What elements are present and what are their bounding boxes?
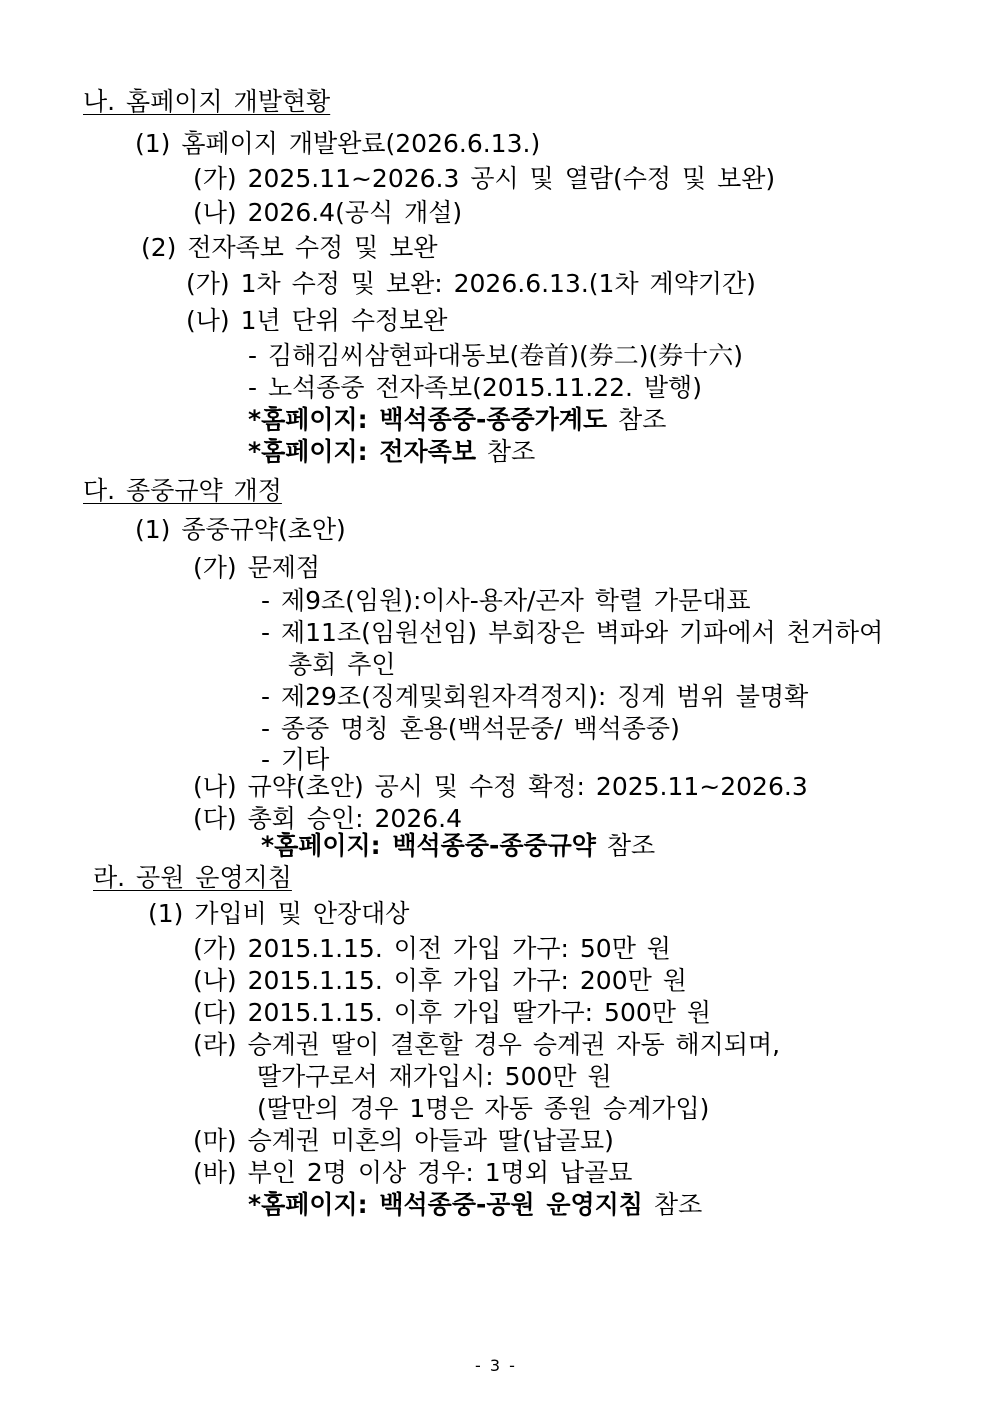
reference-bold: *홈페이지: 백석종중-공원 운영지침 <box>248 1190 643 1219</box>
reference-tail: 참조 <box>595 831 656 860</box>
ra-na: (나) 2015.1.15. 이후 가입 가구: 200만 원 <box>193 966 687 995</box>
na-item-1-ga: (가) 2025.11~2026.3 공시 및 열람(수정 및 보완) <box>193 164 776 193</box>
reference-bold: *홈페이지: 전자족보 <box>248 437 476 466</box>
na-reference-2 <box>248 436 535 468</box>
reference-bold: *홈페이지: 백석종중-종중규약 <box>261 831 596 860</box>
da-dash-4: - 종중 명칭 혼용(백석문중/ 백석종중) <box>261 714 680 743</box>
da-da: (다) 총회 승인: 2026.4 <box>193 804 462 833</box>
ra-item-1: (1) 가입비 및 안장대상 <box>148 899 410 928</box>
ra-ma: (마) 승계권 미혼의 아들과 딸(납골묘) <box>193 1126 614 1155</box>
na-item-2-na: (나) 1년 단위 수정보완 <box>186 306 448 335</box>
na-item-1: (1) 홈페이지 개발완료(2026.6.13.) <box>135 129 541 158</box>
reference-bold: *홈페이지: 백석종중-종중가계도 <box>248 405 608 434</box>
ra-ba: (바) 부인 2명 이상 경우: 1명외 납골묘 <box>193 1158 633 1187</box>
ra-da: (다) 2015.1.15. 이후 가입 딸가구: 500만 원 <box>193 998 712 1027</box>
da-item-1: (1) 종중규약(초안) <box>135 515 346 544</box>
ra-ga: (가) 2015.1.15. 이전 가입 가구: 50만 원 <box>193 934 671 963</box>
na-item-2: (2) 전자족보 수정 및 보완 <box>141 233 438 262</box>
reference-tail: 참조 <box>642 1190 703 1219</box>
page-number: - 3 - <box>475 1356 517 1375</box>
na-item-1-na: (나) 2026.4(공식 개설) <box>193 198 463 227</box>
da-dash-3: - 제29조(징계및회원자격정지): 징계 범위 불명확 <box>261 682 809 711</box>
reference-tail: 참조 <box>475 437 536 466</box>
da-dash-5: - 기타 <box>261 745 330 774</box>
ra-ra-continued-2: (딸만의 경우 1명은 자동 종원 승계가입) <box>257 1094 710 1123</box>
da-ga: (가) 문제점 <box>193 553 321 582</box>
na-dash-2: - 노석종중 전자족보(2015.11.22. 발행) <box>248 373 702 402</box>
da-dash-2-continued: 총회 추인 <box>288 650 396 679</box>
da-na: (나) 규약(초안) 공시 및 수정 확정: 2025.11~2026.3 <box>193 772 808 801</box>
section-ra-heading: 라. 공원 운영지침 <box>93 863 292 892</box>
da-dash-1: - 제9조(임원):이사-용자/곤자 학렬 가문대표 <box>261 586 751 615</box>
reference-tail: 참조 <box>607 405 667 434</box>
na-dash-1: - 김해김씨삼현파대동보(卷首)(券二)(券十六) <box>248 341 743 370</box>
section-na-heading: 나. 홈페이지 개발현황 <box>83 87 331 116</box>
da-dash-2: - 제11조(임원선임) 부회장은 벽파와 기파에서 천거하여 <box>261 618 884 647</box>
na-item-2-ga: (가) 1차 수정 및 보완: 2026.6.13.(1차 계약기간) <box>186 269 756 298</box>
ra-ra: (라) 승계권 딸이 결혼할 경우 승계권 자동 해지되며, <box>193 1030 781 1059</box>
da-reference <box>261 830 655 862</box>
ra-reference <box>248 1189 702 1221</box>
ra-ra-continued-1: 딸가구로서 재가입시: 500만 원 <box>257 1062 612 1091</box>
section-da-heading: 다. 종중규약 개정 <box>83 476 282 505</box>
na-reference-1 <box>248 404 666 436</box>
